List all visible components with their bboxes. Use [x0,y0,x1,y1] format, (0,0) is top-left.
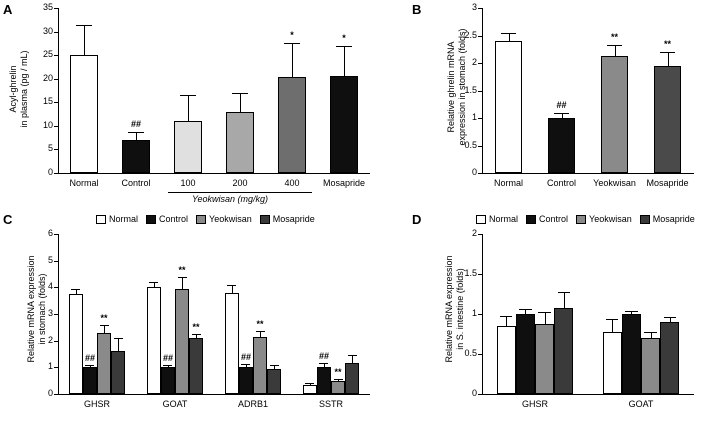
y-tick-mark [478,234,482,235]
x-tick-label: Normal [493,178,523,188]
error-bar [188,95,189,121]
bar [175,289,189,394]
y-tick-label: 1.5 [464,268,477,278]
y-tick-mark [54,173,58,174]
bar [70,55,97,173]
legend-label: Yeokwisan [589,214,632,224]
error-bar-cap [305,383,314,384]
y-tick-mark [54,367,58,368]
bar [174,121,201,173]
legend-item [196,214,252,224]
x-tick-label: Mosapride [646,178,689,188]
error-bar-cap [501,33,516,34]
significance-marker: ** [192,322,200,332]
bar [601,56,629,173]
error-bar-cap [149,282,158,283]
bar [69,294,83,394]
bar [253,337,267,394]
x-axis [482,173,694,174]
bar [660,322,679,394]
legend-swatch [526,215,536,224]
panel-a-x-axis-caption [150,194,310,204]
x-tick-label: 200 [232,178,248,188]
y-tick-mark [478,314,482,315]
y-axis [482,8,483,173]
legend-swatch [146,215,156,224]
legend-label: Control [539,214,569,224]
bar [278,77,305,173]
bar [225,293,239,394]
bar [147,287,161,394]
panel-c-y-axis-label: Relative mRNA expression in stomach (folds) [26,255,47,363]
error-bar-cap [348,355,357,356]
y-tick-label: 25 [42,49,53,60]
bar [603,332,622,394]
y-axis [58,8,59,173]
bar [239,367,253,394]
y-axis [482,234,483,394]
legend-item [640,214,695,224]
legend-swatch [640,215,650,224]
bar [303,385,317,394]
error-bar [352,355,353,363]
bar [111,351,125,394]
significance-marker: ** [178,264,186,275]
x-axis [58,173,370,174]
error-bar [232,285,233,293]
panel-a-x-axis-caption-text: Yeokwisan (mg/kg) [191,194,269,204]
panel-b-y-axis-label: Relative ghrelin mRNA expression in stomach (folds) [446,28,467,146]
x-tick-label: GHSR [521,399,548,409]
significance-marker: ## [130,118,141,129]
bar [548,118,576,173]
significance-marker: ** [610,32,618,43]
x-tick-label: SSTR [318,399,343,409]
panel-d-plot [464,228,694,409]
significance-marker: ** [100,312,108,323]
y-tick-label: 0 [47,167,53,177]
error-bar-cap [71,289,80,290]
legend-label: Mosapride [652,214,695,224]
error-bar-cap [664,317,676,318]
y-tick-label: 10 [42,119,53,130]
bar [345,363,359,394]
panel-d-letter: D [412,212,422,227]
panel-c-legend [96,214,315,224]
y-tick-mark [478,8,482,9]
bar [554,308,573,394]
bar [497,326,516,394]
bar [83,367,97,394]
bar [516,314,535,394]
x-axis [482,394,694,395]
error-bar [506,316,507,326]
x-tick-label: GOAT [628,399,654,409]
error-bar-cap [334,379,343,380]
error-bar-cap [538,312,550,313]
error-bar-cap [114,338,123,339]
legend-swatch [196,215,206,224]
significance-marker: ## [240,352,251,363]
x-axis [58,394,370,395]
error-bar [615,45,616,56]
error-bar [104,325,105,333]
x-tick-label: ADRB1 [237,399,268,409]
y-tick-label: 30 [42,25,53,36]
y-tick-label: 1.5 [464,84,477,95]
error-bar [612,319,613,333]
legend-swatch [260,215,270,224]
x-tick-label: GOAT [162,399,188,409]
y-tick-mark [478,63,482,64]
error-bar-cap [128,132,143,133]
bar [622,314,641,394]
error-bar [136,132,137,140]
significance-marker: ## [318,350,329,361]
y-tick-mark [54,126,58,127]
error-bar [240,93,241,112]
y-tick-label: 0.5 [464,139,477,150]
y-tick-mark [54,341,58,342]
legend-item [476,214,518,224]
bar [97,333,111,394]
y-tick-mark [54,149,58,150]
error-bar-cap [241,364,250,365]
panel-b-plot [464,2,694,188]
y-tick-label: 3 [47,308,53,318]
legend-item [526,214,568,224]
error-bar-cap [607,45,622,46]
panel-a [0,0,390,210]
y-tick-label: 6 [47,228,53,238]
significance-marker: ** [256,318,264,329]
legend-item [96,214,138,224]
error-bar-cap [319,363,328,364]
legend-item [146,214,188,224]
x-tick-label: Yeokwisan [593,178,636,188]
bar [330,76,357,173]
bar [641,338,660,394]
y-tick-mark [478,36,482,37]
y-tick-mark [54,79,58,80]
error-bar-cap [227,285,236,286]
error-bar [509,33,510,41]
significance-marker: ## [84,352,95,363]
error-bar-cap [180,95,195,96]
bar [267,369,281,394]
x-tick-label: 400 [284,178,300,188]
significance-marker: ## [556,99,567,110]
y-tick-label: 5 [47,254,53,265]
error-bar-cap [256,331,265,332]
error-bar-cap [163,365,172,366]
y-tick-label: 0.5 [464,348,477,358]
panel-a-y-axis-label: Acyl-ghrelin in plasma (pg / mL) [8,50,29,128]
y-tick-mark [54,102,58,103]
bar [226,112,253,173]
error-bar-cap [192,334,201,335]
y-tick-label: 3 [471,2,477,12]
y-tick-label: 15 [42,96,53,107]
y-tick-label: 2 [47,334,53,345]
panel-b-letter: B [412,2,422,17]
significance-marker: * [290,30,294,41]
panel-c-plot [47,228,370,409]
y-tick-label: 2 [471,228,477,238]
error-bar-cap [270,365,279,366]
y-tick-mark [54,55,58,56]
error-bar-cap [644,332,656,333]
error-bar-cap [76,25,91,26]
bar [189,338,203,394]
panel-d-legend [476,214,695,224]
dose-bracket [168,192,311,193]
error-bar-cap [625,311,637,312]
y-tick-label: 35 [42,2,53,12]
y-tick-label: 0 [471,167,477,177]
error-bar [292,43,293,77]
y-tick-mark [478,118,482,119]
legend-swatch [96,215,106,224]
y-tick-label: 2 [471,57,477,67]
x-tick-label: GHSR [83,399,110,409]
y-tick-label: 2.5 [464,29,477,40]
significance-marker: ** [334,366,342,377]
error-bar [344,46,345,77]
panel-c-letter: C [3,212,13,227]
y-tick-mark [54,234,58,235]
x-tick-label: 100 [180,178,196,188]
error-bar-cap [284,43,299,44]
legend-label: Control [159,214,189,224]
legend-label: Normal [109,214,139,224]
y-tick-label: 1 [47,361,53,372]
legend-item [260,214,315,224]
legend-item [576,214,632,224]
panel-d [390,212,708,422]
y-tick-label: 4 [47,281,53,292]
error-bar [668,52,669,66]
bar [122,140,149,173]
bar [331,381,345,394]
error-bar-cap [606,319,618,320]
significance-marker: * [342,32,346,43]
y-tick-mark [478,354,482,355]
x-tick-label: Control [121,178,151,188]
error-bar-cap [178,277,187,278]
bar [161,367,175,394]
x-tick-label: Normal [69,178,99,188]
y-tick-mark [54,287,58,288]
y-tick-mark [54,32,58,33]
panel-c [0,212,390,422]
panel-a-letter: A [3,2,13,17]
error-bar-cap [85,365,94,366]
error-bar [564,292,565,308]
legend-label: Normal [489,214,519,224]
y-tick-mark [54,314,58,315]
error-bar-cap [558,292,570,293]
y-tick-label: 5 [47,143,53,154]
error-bar [182,277,183,289]
panel-a-plot [42,2,370,188]
y-tick-mark [478,91,482,92]
y-tick-mark [54,261,58,262]
x-tick-label: Control [546,178,576,188]
y-tick-mark [478,394,482,395]
legend-label: Mosapride [272,214,315,224]
significance-marker: ## [162,352,173,363]
y-tick-mark [478,146,482,147]
y-tick-label: 0 [471,388,477,398]
error-bar-cap [554,113,569,114]
y-tick-label: 0 [47,388,53,398]
y-tick-label: 1 [471,112,477,122]
significance-marker: ** [663,39,671,49]
x-tick-label: Mosapride [322,178,366,188]
legend-swatch [476,215,486,224]
y-tick-label: 20 [42,72,53,83]
y-tick-label: 1 [471,308,477,318]
y-tick-mark [54,394,58,395]
error-bar-cap [519,309,531,310]
error-bar-cap [500,316,512,317]
error-bar-cap [336,46,351,47]
bar [654,66,682,173]
legend-swatch [576,215,586,224]
error-bar-cap [660,52,675,53]
bar [535,324,554,394]
panel-b [390,0,708,210]
error-bar-cap [232,93,247,94]
error-bar [118,338,119,351]
error-bar [84,25,85,56]
y-tick-mark [54,8,58,9]
error-bar-cap [100,325,109,326]
y-axis [58,234,59,394]
legend-label: Yeokwisan [209,214,252,224]
error-bar [545,312,546,324]
y-tick-mark [478,274,482,275]
bar [495,41,523,173]
y-tick-mark [478,173,482,174]
panel-d-y-axis-label: Relative mRNA expression in S. intestine (folds) [444,255,465,363]
